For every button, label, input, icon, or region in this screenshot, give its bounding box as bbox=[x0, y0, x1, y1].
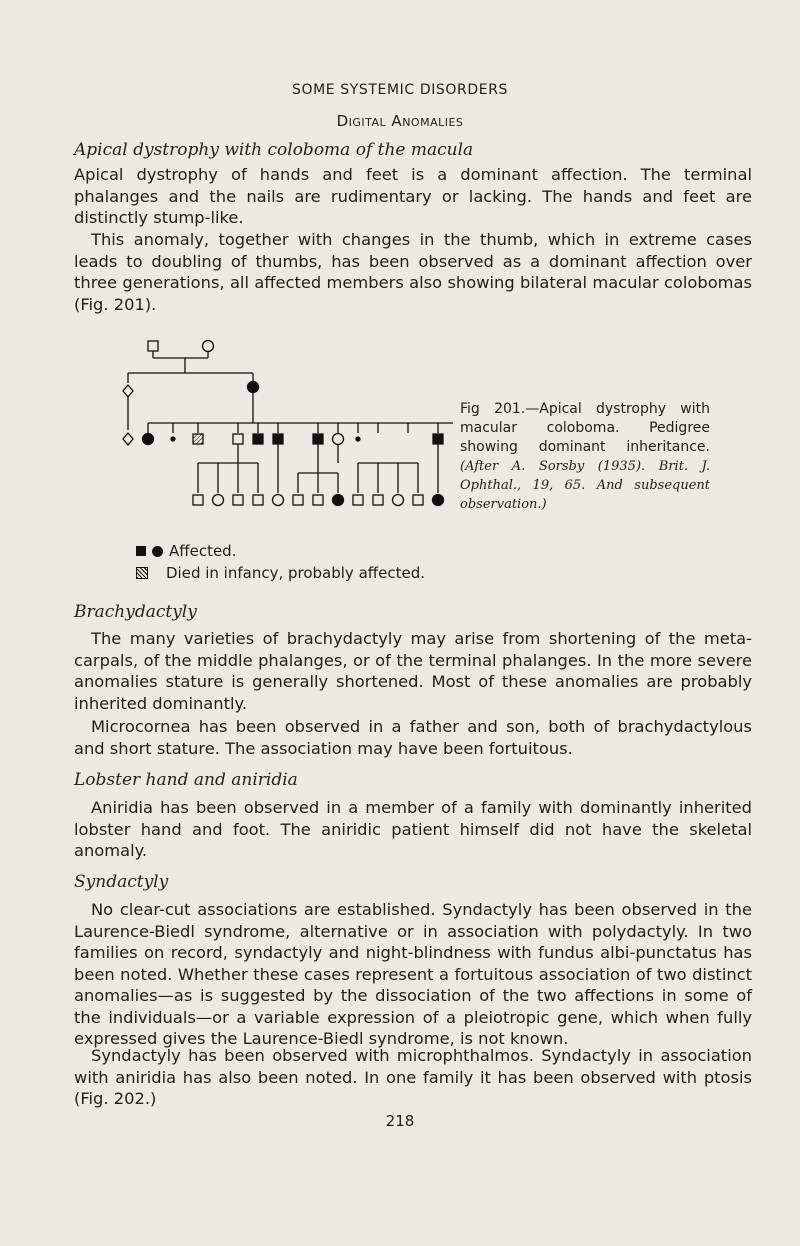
gen2-unknown-sex bbox=[123, 433, 133, 445]
paragraph-apical-2: This anomaly, together with changes in the thumb, which in extreme cases leads to doubling of thumbs, has been observed as a dominant affection over three generations, all affected members also showing bilateral macular colobomas (Fig. 201). bbox=[74, 230, 752, 314]
subheading-lobster-hand: Lobster hand and aniridia bbox=[74, 770, 298, 790]
paragraph-apical-1: Apical dystrophy of hands and feet is a dominant affection. The terminal phalanges and the nails are rudimentary or lacking. The hands and feet are distinctly stump-like. bbox=[74, 165, 752, 227]
gen3-unaffected-female bbox=[333, 434, 344, 445]
figure-legend bbox=[136, 540, 425, 584]
page-number: 218 bbox=[385, 1112, 415, 1130]
gen3-affected-female bbox=[143, 434, 154, 445]
gen2-unknown-sex bbox=[123, 385, 133, 397]
paragraph-brachydactyly-2: Microcornea has been observed in a father and son, both of brachydactylous and short stature. The association may have been fortuitous. bbox=[74, 717, 752, 758]
gen4-unaffected-male bbox=[373, 495, 383, 505]
gen3-died-infancy bbox=[193, 434, 203, 444]
paragraph-brachydactyly-1: The many varieties of brachydactyly may arise from shortening of the meta-carpals, of the middle phalanges, or of the terminal phalanges. In the more severe anomalies stature is generally shortened. Most of these anomalies are probably inherited dominantly. bbox=[74, 629, 752, 713]
figure-caption bbox=[460, 400, 710, 514]
subheading-apical-dystrophy: Apical dystrophy with coloboma of the macula bbox=[74, 140, 474, 160]
subheading-brachydactyly: Brachydactyly bbox=[74, 602, 197, 622]
gen3-unaffected-male bbox=[233, 434, 243, 444]
gen1-male bbox=[148, 341, 158, 351]
legend-died-label: Died in infancy, probably affected. bbox=[166, 564, 425, 582]
gen4-unaffected-male bbox=[233, 495, 243, 505]
gen4-unaffected-male bbox=[353, 495, 363, 505]
gen2-affected-female bbox=[248, 382, 259, 393]
paragraph-lobster-hand: Aniridia has been observed in a member of a family with dominantly inherited lobster hand and foot. The aniridic patient himself did not have the skeletal anomaly. bbox=[74, 798, 752, 860]
gen4-unaffected-male bbox=[193, 495, 203, 505]
gen3-affected-male bbox=[313, 434, 323, 444]
caption-label: Fig 201. bbox=[460, 401, 526, 417]
gen4-unaffected-male bbox=[413, 495, 423, 505]
gen4-unaffected-female bbox=[273, 495, 284, 506]
section-heading: Digital Anomalies bbox=[336, 112, 464, 130]
gen4-affected-female bbox=[333, 495, 344, 506]
gen4-unaffected-male bbox=[293, 495, 303, 505]
gen3-small-mark bbox=[356, 437, 360, 441]
gen4-unaffected-female bbox=[213, 495, 224, 506]
affected-female-symbol bbox=[152, 546, 163, 557]
pedigree-diagram bbox=[118, 335, 468, 515]
affected-male-symbol bbox=[136, 546, 146, 556]
gen4-unaffected-male bbox=[313, 495, 323, 505]
gen3-small-mark bbox=[171, 437, 175, 441]
gen3-affected-male bbox=[253, 434, 263, 444]
paragraph-syndactyly-2: Syndactyly has been observed with microphthalmos. Syndactyly in association with aniridia has also been noted. In one family it has been observed with ptosis (Fig. 202.) bbox=[74, 1046, 752, 1108]
died-infancy-symbol bbox=[136, 567, 148, 579]
legend-affected-label: Affected. bbox=[169, 542, 237, 560]
caption-reference: (After A. Sorsby (1935). Brit. J. Ophthal., 19, 65. And subsequent observation.) bbox=[460, 459, 710, 512]
gen3-affected-male bbox=[433, 434, 443, 444]
gen4-unaffected-female bbox=[393, 495, 404, 506]
running-head: SOME SYSTEMIC DISORDERS bbox=[291, 82, 509, 98]
gen4-affected-female bbox=[433, 495, 444, 506]
caption-text: —Apical dystrophy with macular coloboma. Pedigree showing dominant inheritance. bbox=[460, 401, 711, 455]
gen3-affected-male bbox=[273, 434, 283, 444]
paragraph-syndactyly-1: No clear-cut associations are established. Syndactyly has been observed in the Laurence-Biedl syndrome, alternative or in association with polydactyly. In two families on record, syndactyly and night-blindness with fundus albi-punctatus has been noted. Whether these cases represent a fortuitous association of two distinct anomalies—as is suggested by the dissociation of the two affections in some of the individuals—or a variable expression of a pleiotropic gene, which when fully expressed gives the Laurence-Biedl syndrome, is not known. bbox=[74, 900, 752, 1048]
gen1-female bbox=[203, 341, 214, 352]
gen4-unaffected-male bbox=[253, 495, 263, 505]
subheading-syndactyly: Syndactyly bbox=[74, 872, 169, 892]
